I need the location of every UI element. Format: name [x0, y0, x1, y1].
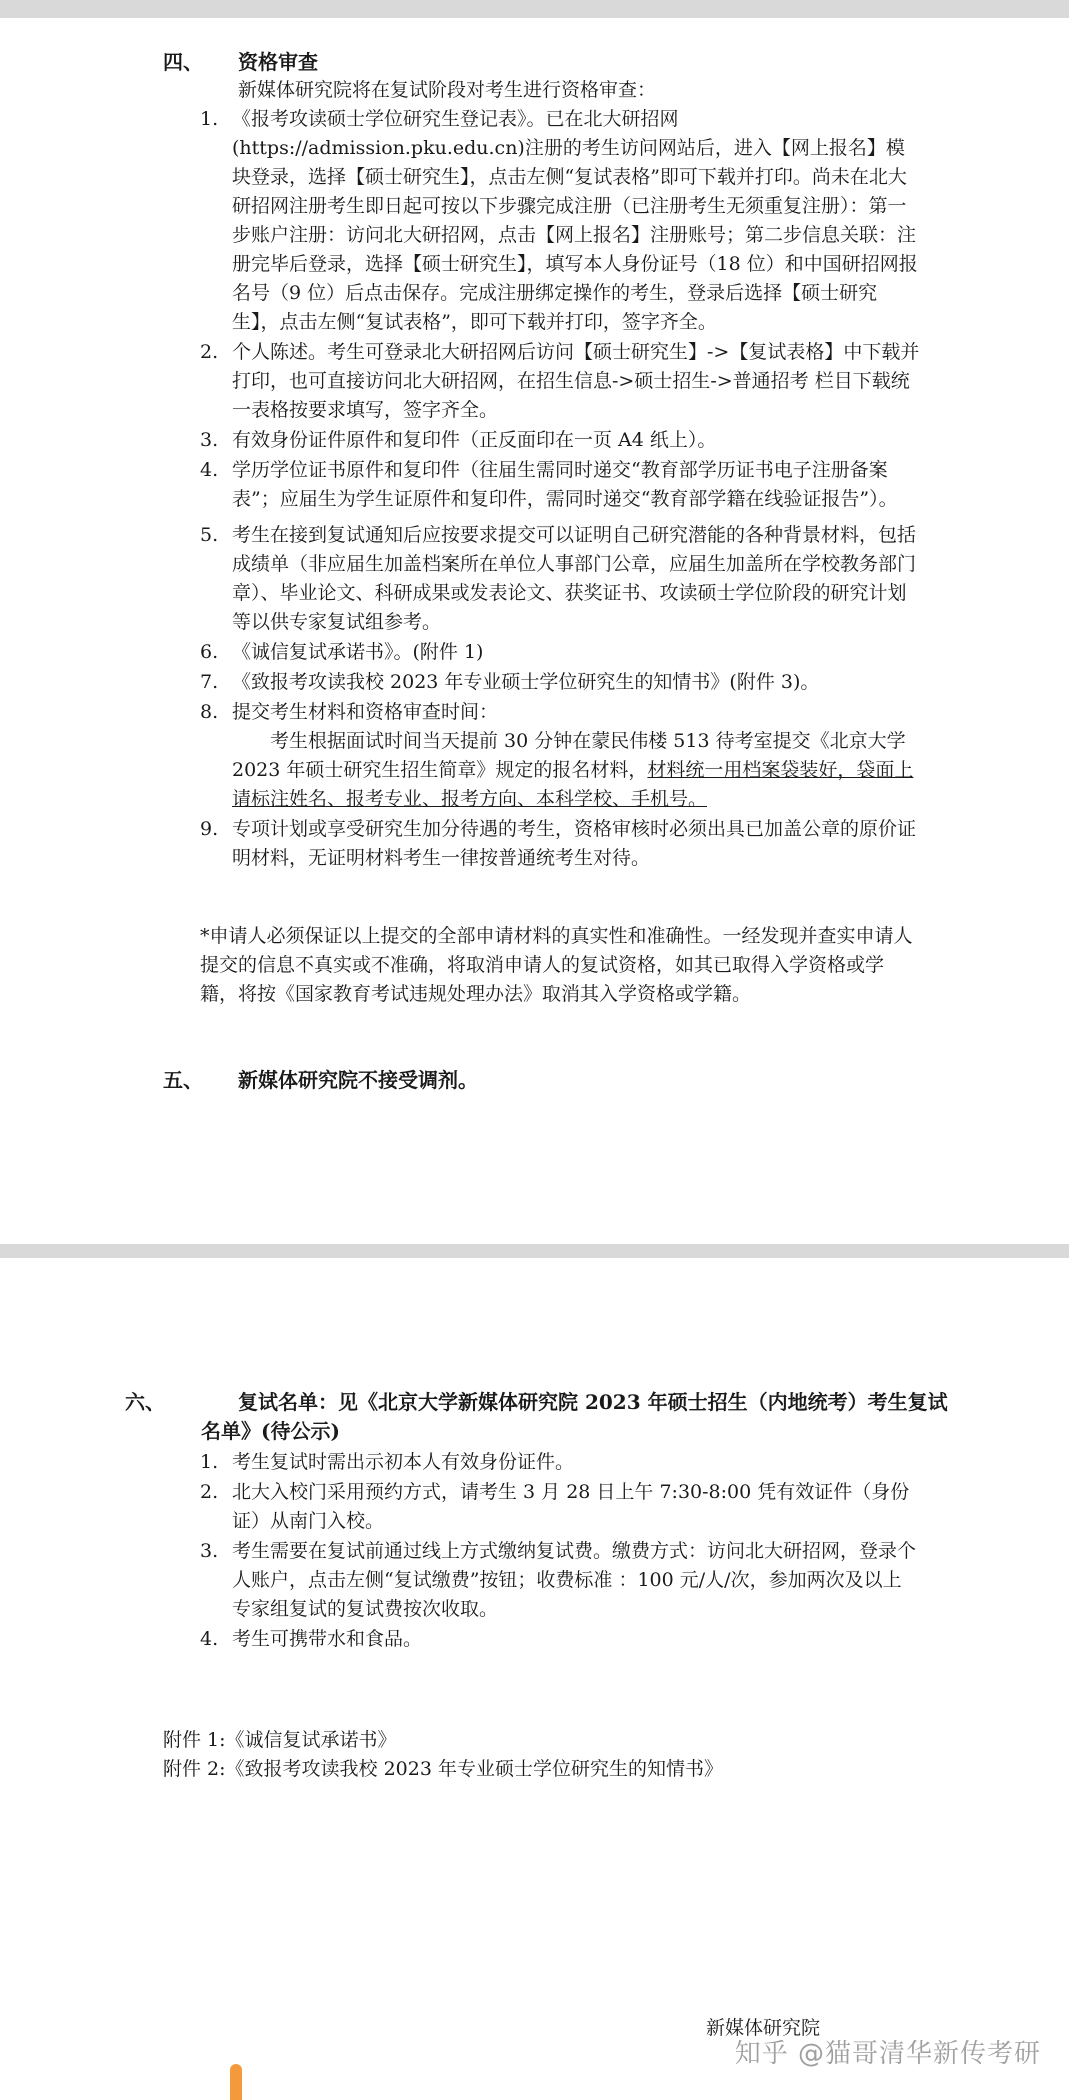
section-5-title: 新媒体研究院不接受调剂。: [238, 1068, 478, 1092]
section-4-note: *申请人必须保证以上提交的全部申请材料的真实性和准确性。一经发现并查实申请人提交的信息不真实或不准确，将取消申请人的复试资格，如其已取得入学资格或学籍，将按《国家教育考试违规处理办法》取消其入学资格或学籍。: [200, 925, 913, 1005]
signature-institute: 新媒体研究院: [706, 2017, 821, 2039]
watermark-text: 知乎 @猫哥清华新传考研: [734, 2039, 1041, 2069]
list-item: 4. 学历学位证书原件和复印件（往届生需同时递交“教育部学历证书电子注册备案表”；应届生为学生证原件和复印件，需同时递交“教育部学籍在线验证报告”）。: [200, 459, 898, 510]
section-4-intro: 新媒体研究院将在复试阶段对考生进行资格审查：: [238, 79, 657, 101]
section-6-heading: [125, 1388, 961, 1446]
list-item: 4. 考生可携带水和食品。: [200, 1628, 423, 1650]
list-item: 3. 有效身份证件原件和复印件（正反面印在一页 A4 纸上）。: [200, 429, 717, 451]
section-6-number: 六、: [125, 1390, 165, 1414]
section-5-heading: [163, 1064, 478, 1093]
list-item: 1. 考生复试时需出示初本人有效身份证件。: [200, 1451, 575, 1473]
list-item: 1. 《报考攻读硕士学位研究生登记表》。已在北大研招网(https://admission.pku.edu.cn)注册的考生访问网站后，进入【网上报名】模块登录，选择【硕士研究生】，点击左侧“复试表格”即可下载并打印。尚未在北大研招网注册考生即日起可按以下步骤完成注册（已注册考生无须重复注册）：第一步账户注册：访问北大研招网，点击【网上报名】注册账号；第二步信息关联：注册完毕后登录，选择【硕士研究生】，填写本人身份证号（18 位）和中国研招网报名号（9 位）后点击保存。完成注册绑定操作的考生，登录后选择【硕士研究生】，点击左侧“复试表格”，即可下载并打印，签字齐全。: [200, 108, 918, 333]
section-4-title: 资格审查: [238, 50, 318, 74]
list-item: 2. 北大入校门采用预约方式，请考生 3 月 28 日上午 7:30-8:00 凭有效证件（身份证）从南门入校。: [200, 1481, 910, 1532]
item-8-paragraph: 考生根据面试时间当天提前 30 分钟在蒙民伟楼 513 待考室提交《北京大学 2023 年硕士研究生招生简章》规定的报名材料，材料统一用档案袋装好，袋面上请标注姓名、报考专业、报考方向、本科学校、手机号。: [232, 730, 914, 810]
section-4-list: [200, 105, 920, 873]
list-item: 7. 《致报考攻读我校 2023 年专业硕士学位研究生的知情书》(附件 3)。: [200, 671, 820, 693]
list-item: 8. 提交考生材料和资格审查时间： 考生根据面试时间当天提前 30 分钟在蒙民伟楼 513 待考室提交《北京大学 2023 年硕士研究生招生简章》规定的报名材料，材料统一用档案袋装好，袋面上请标注姓名、报考专业、报考方向、本科学校、手机号。: [200, 698, 920, 814]
list-item: 5. 考生在接到复试通知后应按要求提交可以证明自己研究潜能的各种背景材料，包括成绩单（非应届生加盖档案所在单位人事部门公章，应届生加盖所在学校教务部门章）、毕业论文、科研成果或发表论文、获奖证书、攻读硕士学位阶段的研究计划等以供专家复试组参考。: [200, 524, 917, 633]
attachment-1: 附件 1:《诚信复试承诺书》: [163, 1729, 397, 1751]
section-4-heading: [163, 46, 318, 75]
list-item: 3. 考生需要在复试前通过线上方式缴纳复试费。缴费方式：访问北大研招网，登录个人账户，点击左侧“复试缴费”按钮；收费标准 ：100 元/人/次，参加两次及以上专家组复试的复试费按次收取。: [200, 1540, 917, 1620]
section-5-number: 五、: [163, 1068, 203, 1092]
list-item: 2. 个人陈述。考生可登录北大研招网后访问【硕士研究生】->【复试表格】中下载并打印，也可直接访问北大研招网，在招生信息->硕士招生->普通招考 栏目下载统一表格按要求填写，签字齐全。: [200, 341, 920, 421]
underlined-requirement: 材料统一用档案袋装好，袋面上请标注姓名、报考专业、报考方向、本科学校、手机号。: [232, 759, 914, 810]
list-item: 9. 专项计划或享受研究生加分待遇的考生，资格审核时必须出具已加盖公章的原价证明材料，无证明材料考生一律按普通统考生对待。: [200, 818, 917, 869]
section-6-title: 复试名单：见《北京大学新媒体研究院 2023 年硕士招生（内地统考）考生复试名单》(待公示): [201, 1390, 948, 1443]
document-page-1: [0, 18, 1069, 1244]
section-6-list: [200, 1448, 920, 1654]
attachment-2: 附件 2:《致报考攻读我校 2023 年专业硕士学位研究生的知情书》: [163, 1758, 723, 1780]
orange-scroll-handle-icon: [230, 2064, 242, 2100]
section-4-number: 四、: [163, 50, 203, 74]
list-item: 6. 《诚信复试承诺书》。(附件 1): [200, 641, 484, 663]
document-page-2: [0, 1258, 1069, 2100]
